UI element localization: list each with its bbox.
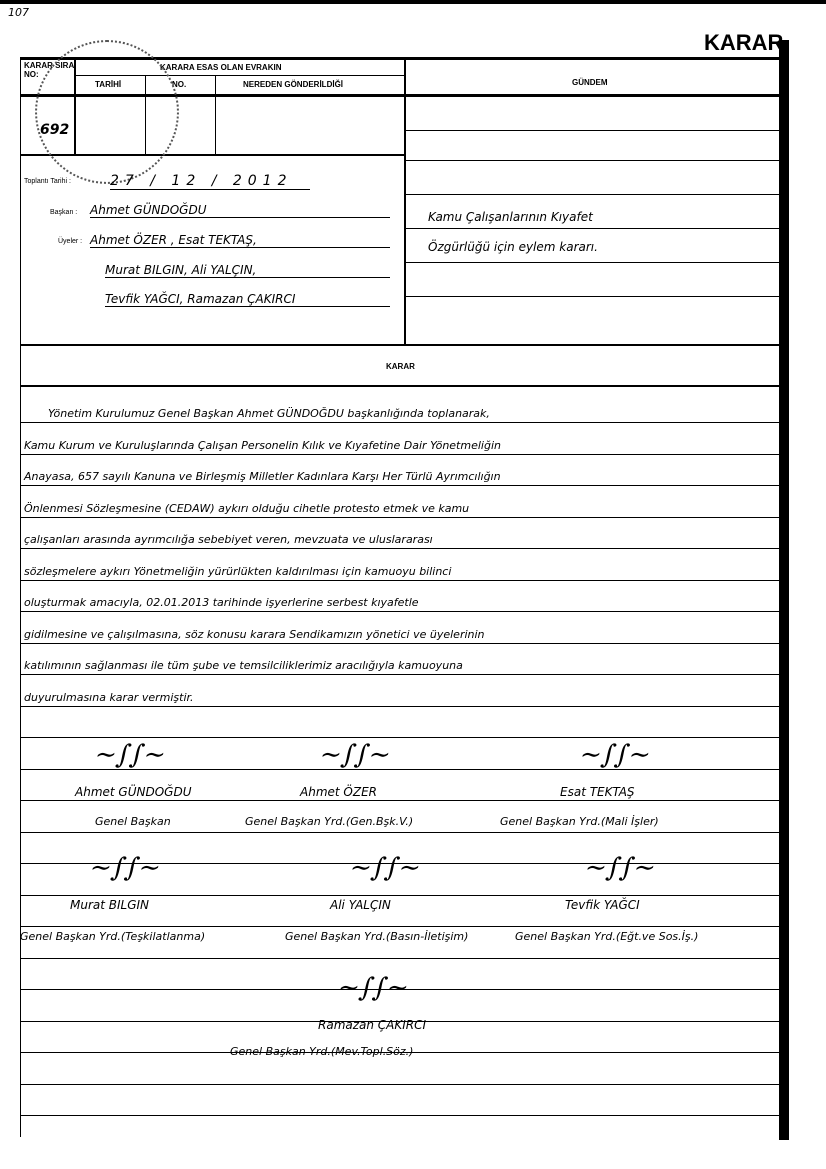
evrak-header: KARARA ESAS OLAN EVRAKIN — [160, 63, 282, 72]
tarihi-header: TARİHİ — [95, 80, 122, 89]
signatory-title: Genel Başkan Yrd.(Eğt.ve Sos.İş.) — [515, 930, 699, 943]
rule — [20, 832, 780, 833]
signatory-name: Ramazan ÇAKIRCI — [318, 1018, 427, 1032]
rule — [20, 422, 780, 423]
signatory-title: Genel Başkan — [95, 815, 171, 828]
signatory-name: Ahmet GÜNDOĞDU — [75, 785, 192, 799]
rule — [20, 706, 780, 707]
body-line: Kamu Kurum ve Kuruluşlarında Çalışan Personelin Kılık ve Kıyafetine Dair Yönetmeliğin — [24, 438, 501, 452]
rule — [20, 517, 780, 518]
member-line: Ahmet ÖZER , Esat TEKTAŞ, — [90, 233, 390, 248]
karar-sira-no-label: KARAR SIRA NO: — [24, 61, 74, 79]
body-line: oluşturmak amacıyla, 02.01.2013 tarihinde işyerlerine serbest kıyafetle — [24, 596, 419, 609]
body-line: sözleşmelere aykırı Yönetmeliğin yürürlükten kaldırılması için kamuoyu bilinci — [24, 564, 452, 578]
signatory-name: Murat BILGIN — [70, 898, 150, 912]
signatory-title: Genel Başkan Yrd.(Mali İşler) — [500, 815, 659, 828]
karar-header: KARAR — [386, 362, 415, 371]
gundem-header: GÜNDEM — [572, 78, 608, 87]
agenda-line: Özgürlüğü için eylem kararı. — [428, 240, 598, 254]
rule — [215, 75, 216, 155]
rule — [20, 580, 780, 581]
signatory-name: Tevfik YAĞCI — [565, 898, 640, 912]
signatory-name: Ahmet ÖZER — [300, 785, 377, 799]
rule — [20, 611, 780, 612]
rule — [20, 344, 780, 346]
signatory-name: Esat TEKTAŞ — [560, 785, 635, 799]
chair-name: Ahmet GÜNDOĞDU — [90, 203, 390, 218]
sira-no-value: 692 — [40, 122, 70, 138]
rule — [20, 895, 780, 896]
signatory-title: Genel Başkan Yrd.(Teşkilatlanma) — [20, 930, 206, 943]
signatory-title: Genel Başkan Yrd.(Mev.Topl.Söz.) — [230, 1045, 414, 1058]
rule — [20, 385, 780, 387]
rule — [20, 926, 780, 927]
nereden-header: NEREDEN GÖNDERİLDİĞİ — [243, 80, 344, 89]
rule — [20, 454, 780, 455]
body-line: duyurulmasına karar vermiştir. — [24, 690, 194, 704]
official-stamp — [35, 40, 179, 184]
agenda-line: Kamu Çalışanlarının Kıyafet — [428, 210, 593, 224]
body-line: Yönetim Kurulumuz Genel Başkan Ahmet GÜNDOĞDU başkanlığında toplanarak, — [48, 407, 490, 420]
date-label: Toplantı Tarihi : — [24, 178, 71, 185]
rule — [406, 160, 780, 161]
signature-mark: ~∫∫~ — [347, 853, 424, 883]
chair-label: Başkan : — [50, 209, 78, 216]
rule — [20, 737, 780, 738]
signature-mark: ~∫∫~ — [92, 740, 169, 770]
body-line: katılımının sağlanması ile tüm şube ve temsilciliklerimiz aracılığıyla kamuoyuna — [24, 659, 463, 672]
rule — [20, 1115, 780, 1116]
rule — [404, 60, 406, 345]
rule — [20, 643, 780, 644]
page-number: 107 — [8, 6, 29, 19]
members-label: Üyeler : — [58, 238, 83, 245]
rule — [20, 485, 780, 486]
body-line: gidilmesine ve çalışılmasına, söz konusu karara Sendikamızın yönetici ve üyelerinin — [24, 627, 485, 641]
rule — [20, 800, 780, 801]
header-title: KARAR — [704, 30, 784, 55]
rule — [20, 548, 780, 549]
signatory-name: Ali YALÇIN — [330, 898, 391, 912]
rule — [406, 228, 780, 229]
signatory-title: Genel Başkan Yrd.(Gen.Bşk.V.) — [245, 815, 414, 828]
scan-edge-right — [779, 40, 789, 1140]
member-line: Tevfik YAĞCI, Ramazan ÇAKIRCI — [105, 292, 390, 307]
signatory-title: Genel Başkan Yrd.(Basın-İletişim) — [285, 930, 469, 943]
no-header: NO. — [172, 80, 187, 89]
rule — [406, 194, 780, 195]
signature-mark: ~∫∫~ — [335, 973, 412, 1003]
signature-mark: ~∫∫~ — [87, 853, 164, 883]
body-line: Anayasa, 657 sayılı Kanuna ve Birleşmiş Milletler Kadınlara Karşı Her Türlü Ayrımcılığın — [24, 470, 501, 483]
rule — [20, 57, 21, 1137]
scan-edge — [0, 0, 826, 4]
meeting-date: 27 / 12 / 2012 — [110, 173, 310, 190]
rule — [20, 958, 780, 959]
rule — [406, 130, 780, 131]
rule — [20, 674, 780, 675]
rule — [406, 262, 780, 263]
signature-mark: ~∫∫~ — [582, 853, 659, 883]
body-line: çalışanları arasında ayrımcılığa sebebiyet veren, mevzuata ve uluslararası — [24, 533, 433, 546]
rule — [20, 1084, 780, 1085]
rule — [406, 296, 780, 297]
member-line: Murat BILGIN, Ali YALÇIN, — [105, 263, 390, 278]
signature-mark: ~∫∫~ — [317, 740, 394, 770]
body-line: Önlenmesi Sözleşmesine (CEDAW) aykırı olduğu cihetle protesto etmek ve kamu — [24, 501, 470, 515]
signature-mark: ~∫∫~ — [577, 740, 654, 770]
